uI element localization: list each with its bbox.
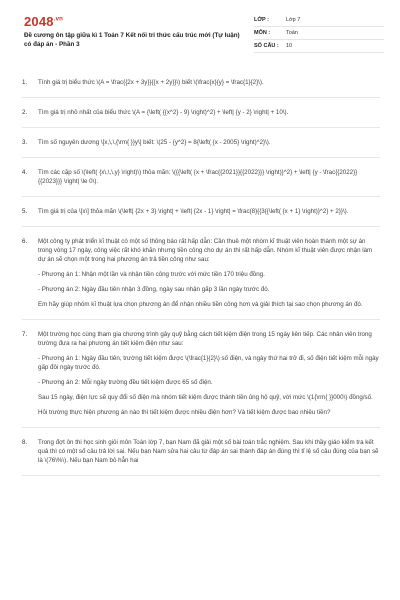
question-item	[22, 78, 380, 98]
question-paragraph: Một trường học cùng tham gia chương trình gây quỹ bằng cách tiết kiệm điện trong 15 ngày liên tiếp. Các nhân viên trong trường đưa ra hai phương án tiết kiệm điện như sau:	[38, 331, 372, 347]
question-paragraph: Tìm các cặp số \(\left( {x\,\,\,y} \right)\) thỏa mãn: \({{\left( {x + \frac{{2021}}{{2022}}} \right)}^2} + \left| {y - \frac{{2022}}{{2023}}} \right| \le 0\).	[38, 169, 358, 185]
question-paragraph: Tính giá trị biểu thức \(A = \frac{{2x + 3y}}{{x + 2y}}\) biết \(\frac{x}{y} = \frac{1}{2}\).	[38, 79, 264, 86]
logo-text: 2048	[24, 14, 54, 29]
question-body	[38, 168, 380, 186]
meta-key: LỚP :	[254, 17, 269, 23]
question-body	[38, 108, 380, 117]
question-paragraph: - Phương án 1: Ngày đầu tiên, trường tiết kiệm được \(\frac{1}{2}\) số điện, và ngày thứ hai trở đi, số điện tiết kiệm mỗi ngày gấp đôi ngày trước đó.	[38, 355, 379, 371]
question-paragraph: Tìm giá trị nhỏ nhất của biểu thức \(A = {\left( {{x^2} - 9} \right)^2} + \left| {y - 2} \right| + 10\).	[38, 109, 289, 116]
page-title: Đề cương ôn tập giữa kì 1 Toán 7 Kết nối tri thức cấu trúc mới (Tự luận) có đáp án - Phần 3	[24, 32, 240, 48]
question-item	[22, 237, 380, 320]
question-item	[22, 438, 380, 476]
question-paragraph: - Phương án 2: Ngày đầu tiên nhận 3 đồng, ngày sau nhận gấp 3 lần ngày trước đó.	[38, 286, 270, 293]
meta-key: SỐ CÂU :	[254, 43, 279, 49]
question-item	[22, 138, 380, 158]
question-paragraph: Em hãy giúp nhóm kĩ thuật lựa chọn phương án để nhận nhiều tiền công hơn và giải thích tại sao chọn phương án đó.	[38, 301, 363, 308]
question-body	[38, 330, 380, 417]
meta-value: Lớp 7	[286, 17, 301, 23]
meta-row	[254, 27, 384, 40]
question-number: 6.	[22, 238, 28, 245]
meta-key: MÔN :	[254, 30, 271, 36]
question-number: 8.	[22, 439, 28, 446]
question-paragraph: Một công ty phát triển kĩ thuật có một số thông báo rất hấp dẫn: Cần thuê một nhóm kĩ thuật viên hoàn thành một sự án trong vòng 17 ngày, công việc rất khó khăn nhưng tiền công cho dự án thì rất hấp dẫn. Nhóm kĩ thuật viên được nhận làm dự án sẽ chọn một trong hai phương án trả tiền công như sau:	[38, 238, 373, 263]
question-paragraph: Trong đợt ôn thi học sinh giỏi môn Toán lớp 7, bạn Nam đã giải một số bài toán trắc nghiệm. Sau khi thầy giáo kiểm tra kết quả thì có một số câu trả lời sai. Nếu bạn Nam sửa hai câu từ đáp án sai thành đáp án đúng thì tỉ lệ số câu đúng của bạn sẽ là \(76\%\). Nếu bạn Nam bỏ hẳn hai	[38, 439, 379, 464]
question-item	[22, 168, 380, 197]
question-body	[38, 78, 380, 87]
question-body	[38, 138, 380, 147]
question-paragraph: - Phương án 2: Mỗi ngày trường đều tiết kiệm được 65 số điện.	[38, 379, 213, 386]
question-number: 1.	[22, 79, 28, 86]
site-logo[interactable]	[24, 14, 63, 29]
question-item	[22, 207, 380, 227]
question-item	[22, 108, 380, 128]
question-body	[38, 207, 380, 216]
question-item	[22, 330, 380, 428]
question-paragraph: Sau 15 ngày, điện lực sẽ quy đổi số điện mà nhóm tiết kiệm được thành tiền ủng hộ quỹ, với mức \(1{\rm{ }}000\) đồng/số.	[38, 394, 373, 401]
meta-row	[254, 14, 384, 27]
question-paragraph: - Phương án 1: Nhận một lần và nhận tiền công trước với mức tiền 170 triệu đồng.	[38, 271, 265, 278]
question-paragraph: Hỏi trường thực hiện phương án nào thì tiết kiệm được nhiều điện hơn? Và tiết kiệm được bao nhiêu tiền?	[38, 409, 331, 416]
meta-value: 10	[286, 43, 293, 49]
question-paragraph: Tìm số nguyên dương \[x,\,\,{\rm{ }}y\] biết: \(25 - {y^2} = 8{\left( {x - 2005} \right)^2}\).	[38, 139, 271, 146]
question-number: 3.	[22, 139, 28, 146]
meta-value: Toán	[286, 30, 298, 36]
question-number: 7.	[22, 331, 28, 338]
header	[24, 14, 384, 62]
question-list	[22, 78, 380, 486]
logo-suffix: .vn	[53, 16, 64, 23]
question-body	[38, 438, 380, 465]
question-number: 4.	[22, 169, 28, 176]
question-paragraph: Tìm giá trị của \[x\] thỏa mãn \(\left| {2x + 3} \right| + \left| {2x - 1} \right| = \frac{8}{{3{{\left( {x + 1} \right)}^2} + 2}}\).	[38, 208, 349, 215]
question-number: 5.	[22, 208, 28, 215]
question-body	[38, 237, 380, 309]
meta-row	[254, 40, 384, 53]
question-number: 2.	[22, 109, 28, 116]
meta-info	[254, 14, 384, 53]
